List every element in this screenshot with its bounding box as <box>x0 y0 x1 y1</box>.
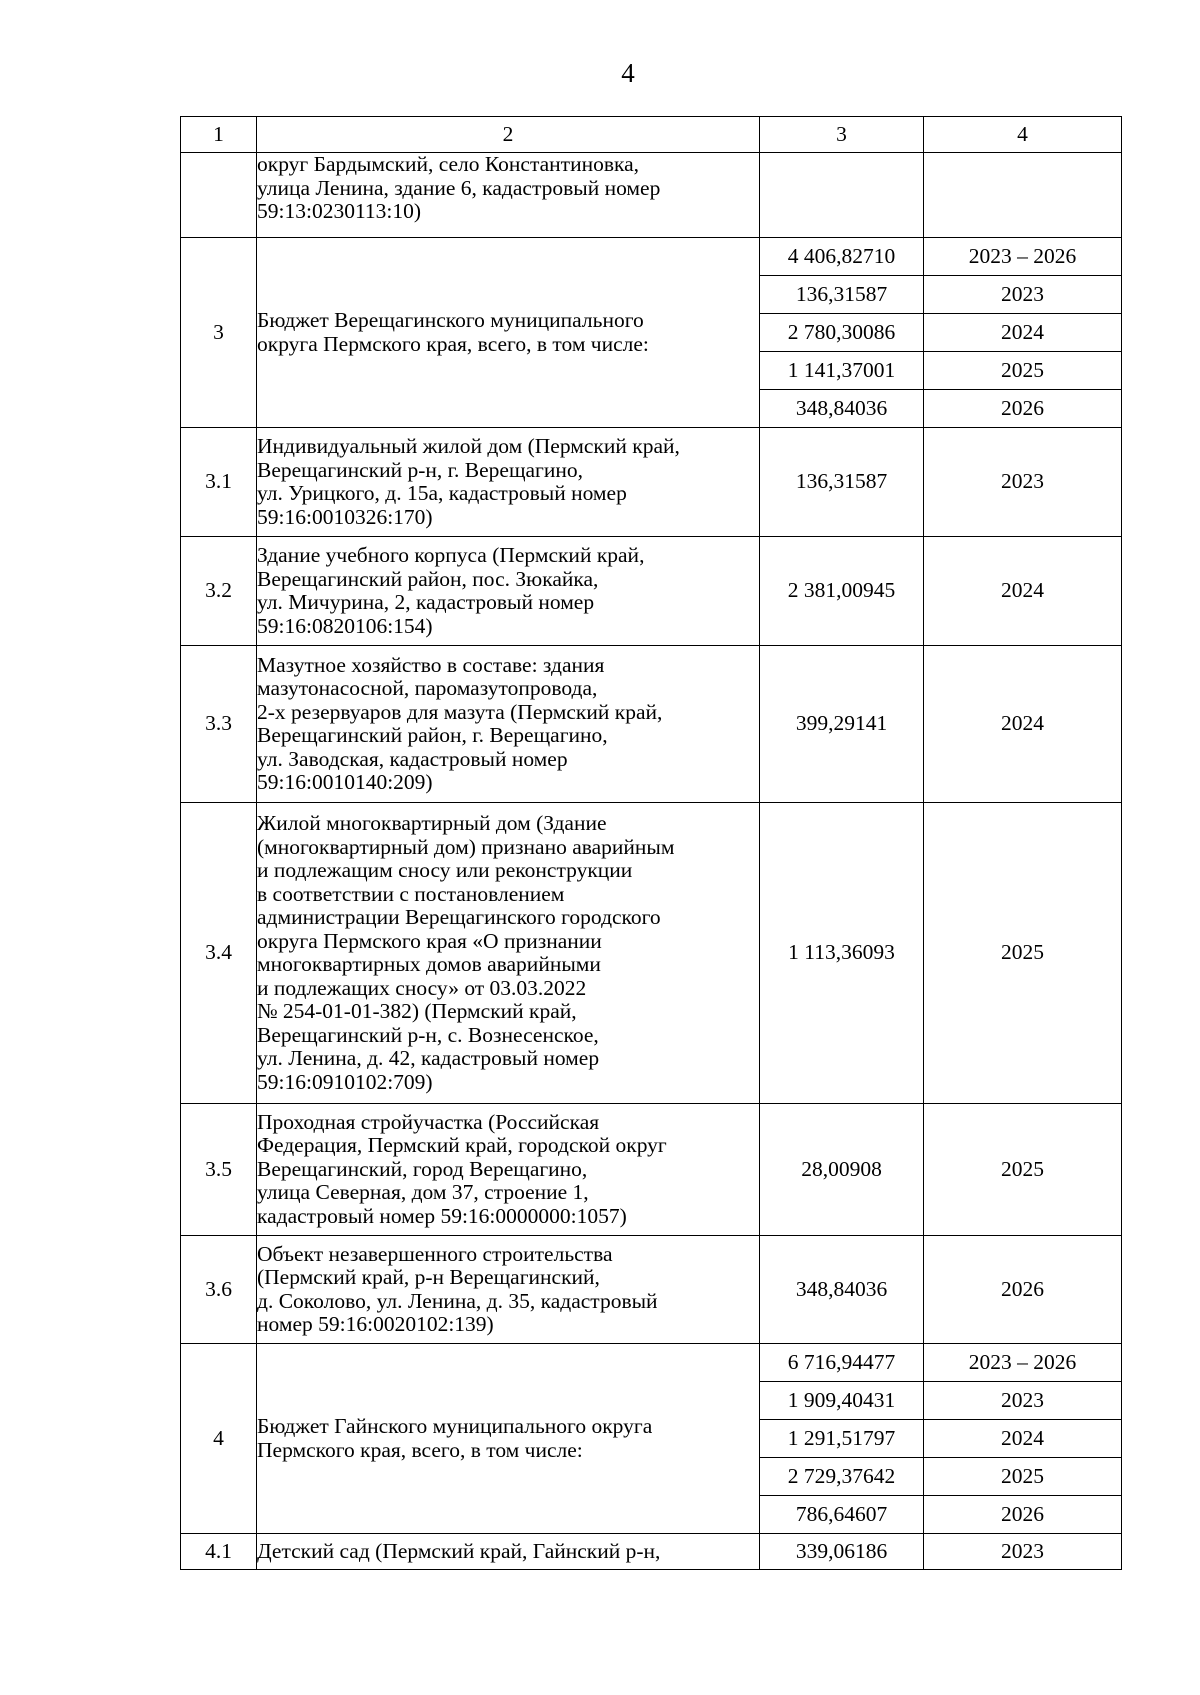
description-line: Жилой многоквартирный дом (Здание <box>257 811 607 835</box>
header-col-2: 2 <box>257 117 760 153</box>
row-amount: 1 113,36093 <box>760 803 924 1104</box>
description-line: Федерация, Пермский край, городской округ <box>257 1133 667 1158</box>
header-col-1: 1 <box>181 117 257 153</box>
table-row-3-6 <box>181 1236 1122 1344</box>
page-number: 4 <box>621 58 635 88</box>
header-col-4: 4 <box>924 117 1122 153</box>
row-number: 3.2 <box>181 537 257 646</box>
description-line: Верещагинский район, г. Верещагино, <box>257 723 608 747</box>
description-line: Пермского края, всего, в том числе: <box>257 1437 583 1462</box>
description-line: ул. Ленина, д. 42, кадастровый номер <box>257 1046 600 1070</box>
description-line: округа Пермского края, всего, в том числе: <box>257 331 649 356</box>
description-line: 59:16:0910102:709) <box>257 1069 433 1094</box>
row-description <box>257 646 760 803</box>
row-number: 3.6 <box>181 1236 257 1344</box>
description-line: и подлежащих сносу» от 03.03.2022 <box>257 975 587 1000</box>
row-description <box>257 428 760 537</box>
row-description <box>257 1236 760 1344</box>
row-year <box>924 153 1122 238</box>
description-line: многоквартирных домов аварийными <box>257 952 601 976</box>
row-description <box>257 153 760 238</box>
table-row-3-5 <box>181 1104 1122 1236</box>
row-number: 4.1 <box>181 1534 257 1570</box>
description-line: в соответствии с постановлением <box>257 881 565 906</box>
row-amount: 348,84036 <box>760 1236 924 1344</box>
row-year: 2025 <box>924 352 1122 390</box>
row-amount: 2 780,30086 <box>760 314 924 352</box>
description-line: ул. Мичурина, 2, кадастровый номер <box>257 590 595 614</box>
description-line: Верещагинский район, пос. Зюкайка, <box>257 566 599 591</box>
row-amount: 339,06186 <box>760 1534 924 1570</box>
table-row-3-4 <box>181 803 1122 1104</box>
row-year: 2025 <box>924 803 1122 1104</box>
row-amount: 2 381,00945 <box>760 537 924 646</box>
description-line: 59:16:0010326:170) <box>257 504 433 529</box>
row-amount: 399,29141 <box>760 646 924 803</box>
description-line: Проходная стройучастка (Российская <box>257 1109 600 1134</box>
row-amount: 136,31587 <box>760 428 924 537</box>
row-amount: 1 291,51797 <box>760 1420 924 1458</box>
row-description <box>257 1344 760 1534</box>
row-amount: 136,31587 <box>760 276 924 314</box>
description-line: ул. Урицкого, д. 15а, кадастровый номер <box>257 481 627 505</box>
row-amount: 2 729,37642 <box>760 1458 924 1496</box>
row-description: Детский сад (Пермский край, Гайнский р-н, <box>257 1534 760 1570</box>
table-row-3-1 <box>181 428 1122 537</box>
row-year: 2026 <box>924 1496 1122 1534</box>
description-line: 2-х резервуаров для мазута (Пермский край, <box>257 699 663 724</box>
description-line: округа Пермского края «О признании <box>257 928 602 953</box>
table-row-budget-3 <box>181 238 1122 276</box>
description-line: № 254-01-01-382) (Пермский край, <box>257 999 577 1023</box>
description-line: ул. Заводская, кадастровый номер <box>257 746 568 771</box>
row-year: 2023 <box>924 1534 1122 1570</box>
row-amount: 1 909,40431 <box>760 1382 924 1420</box>
row-year: 2024 <box>924 646 1122 803</box>
description-line: Индивидуальный жилой дом (Пермский край, <box>257 434 680 458</box>
description-line: Верещагинский р-н, с. Вознесенское, <box>257 1022 599 1047</box>
row-year: 2026 <box>924 390 1122 428</box>
description-line: Верещагинский, город Верещагино, <box>257 1156 588 1181</box>
row-number: 4 <box>181 1344 257 1534</box>
row-amount: 786,64607 <box>760 1496 924 1534</box>
row-amount: 348,84036 <box>760 390 924 428</box>
description-line: и подлежащим сносу или реконструкции <box>257 858 633 882</box>
row-amount: 28,00908 <box>760 1104 924 1236</box>
row-year: 2023 – 2026 <box>924 1344 1122 1382</box>
budget-table <box>180 116 1122 1570</box>
description-line: округ Бардымский, село Константиновка, <box>257 152 640 176</box>
description-line: Бюджет Гайнского муниципального округа <box>257 1414 653 1438</box>
description-line: Здание учебного корпуса (Пермский край, <box>257 543 645 567</box>
row-year: 2026 <box>924 1236 1122 1344</box>
description-line: улица Ленина, здание 6, кадастровый номер <box>257 175 661 200</box>
row-amount: 4 406,82710 <box>760 238 924 276</box>
description-line: мазутонасосной, паромазутопровода, <box>257 676 598 700</box>
header-col-3: 3 <box>760 117 924 153</box>
row-year: 2023 – 2026 <box>924 238 1122 276</box>
row-year: 2024 <box>924 537 1122 646</box>
table-row-3-3 <box>181 646 1122 803</box>
row-year: 2025 <box>924 1458 1122 1496</box>
row-amount: 1 141,37001 <box>760 352 924 390</box>
row-number: 3.3 <box>181 646 257 803</box>
row-year: 2023 <box>924 428 1122 537</box>
table-header-row <box>181 117 1122 153</box>
row-number: 3.4 <box>181 803 257 1104</box>
description-line: Объект незавершенного строительства <box>257 1241 613 1266</box>
row-year: 2023 <box>924 276 1122 314</box>
description-line: Верещагинский р-н, г. Верещагино, <box>257 457 584 482</box>
description-line: кадастровый номер 59:16:0000000:1057) <box>257 1203 627 1228</box>
row-amount: 6 716,94477 <box>760 1344 924 1382</box>
table-row-3-2 <box>181 537 1122 646</box>
row-description <box>257 803 760 1104</box>
row-year: 2025 <box>924 1104 1122 1236</box>
description-line: (Пермский край, р-н Верещагинский, <box>257 1265 600 1289</box>
row-description <box>257 1104 760 1236</box>
row-year: 2024 <box>924 314 1122 352</box>
description-line: Мазутное хозяйство в составе: здания <box>257 652 605 677</box>
row-year: 2023 <box>924 1382 1122 1420</box>
row-description <box>257 238 760 428</box>
description-line: 59:16:0820106:154) <box>257 613 433 638</box>
description-line: улица Северная, дом 37, строение 1, <box>257 1180 589 1205</box>
row-description <box>257 537 760 646</box>
table-row-4-1 <box>181 1534 1122 1570</box>
description-line: д. Соколово, ул. Ленина, д. 35, кадастровый <box>257 1288 658 1313</box>
row-number <box>181 153 257 238</box>
row-amount <box>760 153 924 238</box>
description-line: 59:13:0230113:10) <box>257 199 422 223</box>
row-number: 3.1 <box>181 428 257 537</box>
row-year: 2024 <box>924 1420 1122 1458</box>
description-line: 59:16:0010140:209) <box>257 770 433 794</box>
row-number: 3 <box>181 238 257 428</box>
table-row-budget-4 <box>181 1344 1122 1382</box>
description-line: администрации Верещагинского городского <box>257 905 661 929</box>
table-row-continuation <box>181 153 1122 238</box>
description-line: номер 59:16:0020102:139) <box>257 1312 494 1336</box>
description-line: (многоквартирный дом) признано аварийным <box>257 834 675 859</box>
row-number: 3.5 <box>181 1104 257 1236</box>
description-line: Бюджет Верещагинского муниципального <box>257 308 644 332</box>
